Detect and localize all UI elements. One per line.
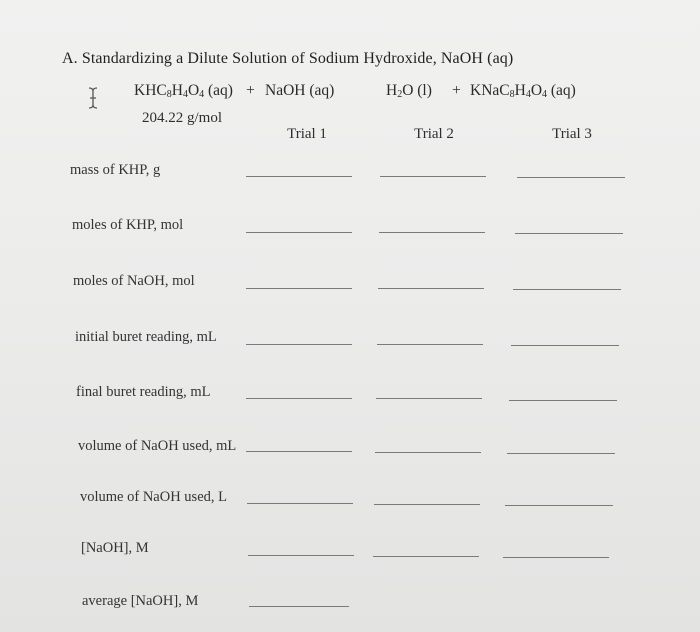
row-label-moles-naoh: moles of NaOH, mol [73,273,195,289]
reactant-naoh: NaOH (aq) [265,82,335,99]
column-header-trial-1: Trial 1 [287,126,327,142]
column-header-trial-2: Trial 2 [414,126,454,142]
row-label-volume-ml: volume of NaOH used, mL [78,438,237,454]
text-cursor-icon [86,86,100,110]
answer-blank[interactable] [375,452,481,453]
answer-blank[interactable] [246,176,352,177]
molar-mass: 204.22 g/mol [142,110,223,126]
answer-blank[interactable] [373,556,479,557]
product-water: $H_2O$ (l) [386,82,432,100]
answer-blank[interactable] [379,232,485,233]
answer-blank[interactable] [511,345,619,346]
answer-blank[interactable] [248,555,354,556]
section-title: A. Standardizing a Dilute Solution of Sodium Hydroxide, NaOH (aq) [62,50,514,67]
answer-blank[interactable] [374,504,480,505]
answer-blank[interactable] [505,505,613,506]
answer-blank[interactable] [246,451,352,452]
answer-blank[interactable] [503,557,609,558]
answer-blank[interactable] [509,400,617,401]
row-label-average-molarity: average [NaOH], M [82,593,199,609]
row-label-initial-buret: initial buret reading, mL [75,329,217,345]
row-label-volume-l: volume of NaOH used, L [80,489,227,505]
row-label-final-buret: final buret reading, mL [76,384,211,400]
product-salt: $KNaC_8H_4O_4$ (aq) [470,82,576,100]
answer-blank[interactable] [246,398,352,399]
reactant-khp: $KHC_8H_4O_4$ (aq) [134,82,233,100]
answer-blank[interactable] [507,453,615,454]
answer-blank[interactable] [517,177,625,178]
column-header-trial-3: Trial 3 [552,126,592,142]
answer-blank[interactable] [513,289,621,290]
answer-blank[interactable] [380,176,486,177]
row-label-moles-khp: moles of KHP, mol [72,217,184,233]
plus-sign: + [246,82,255,99]
answer-blank[interactable] [378,288,484,289]
answer-blank[interactable] [247,503,353,504]
answer-blank[interactable] [246,232,352,233]
plus-sign-2: + [452,82,461,99]
answer-blank[interactable] [377,344,483,345]
answer-blank[interactable] [246,344,352,345]
answer-blank[interactable] [376,398,482,399]
answer-blank[interactable] [246,288,352,289]
row-label-mass-khp: mass of KHP, g [70,162,161,178]
answer-blank[interactable] [515,233,623,234]
answer-blank[interactable] [249,606,349,607]
row-label-naoh-molarity: [NaOH], M [81,540,149,556]
